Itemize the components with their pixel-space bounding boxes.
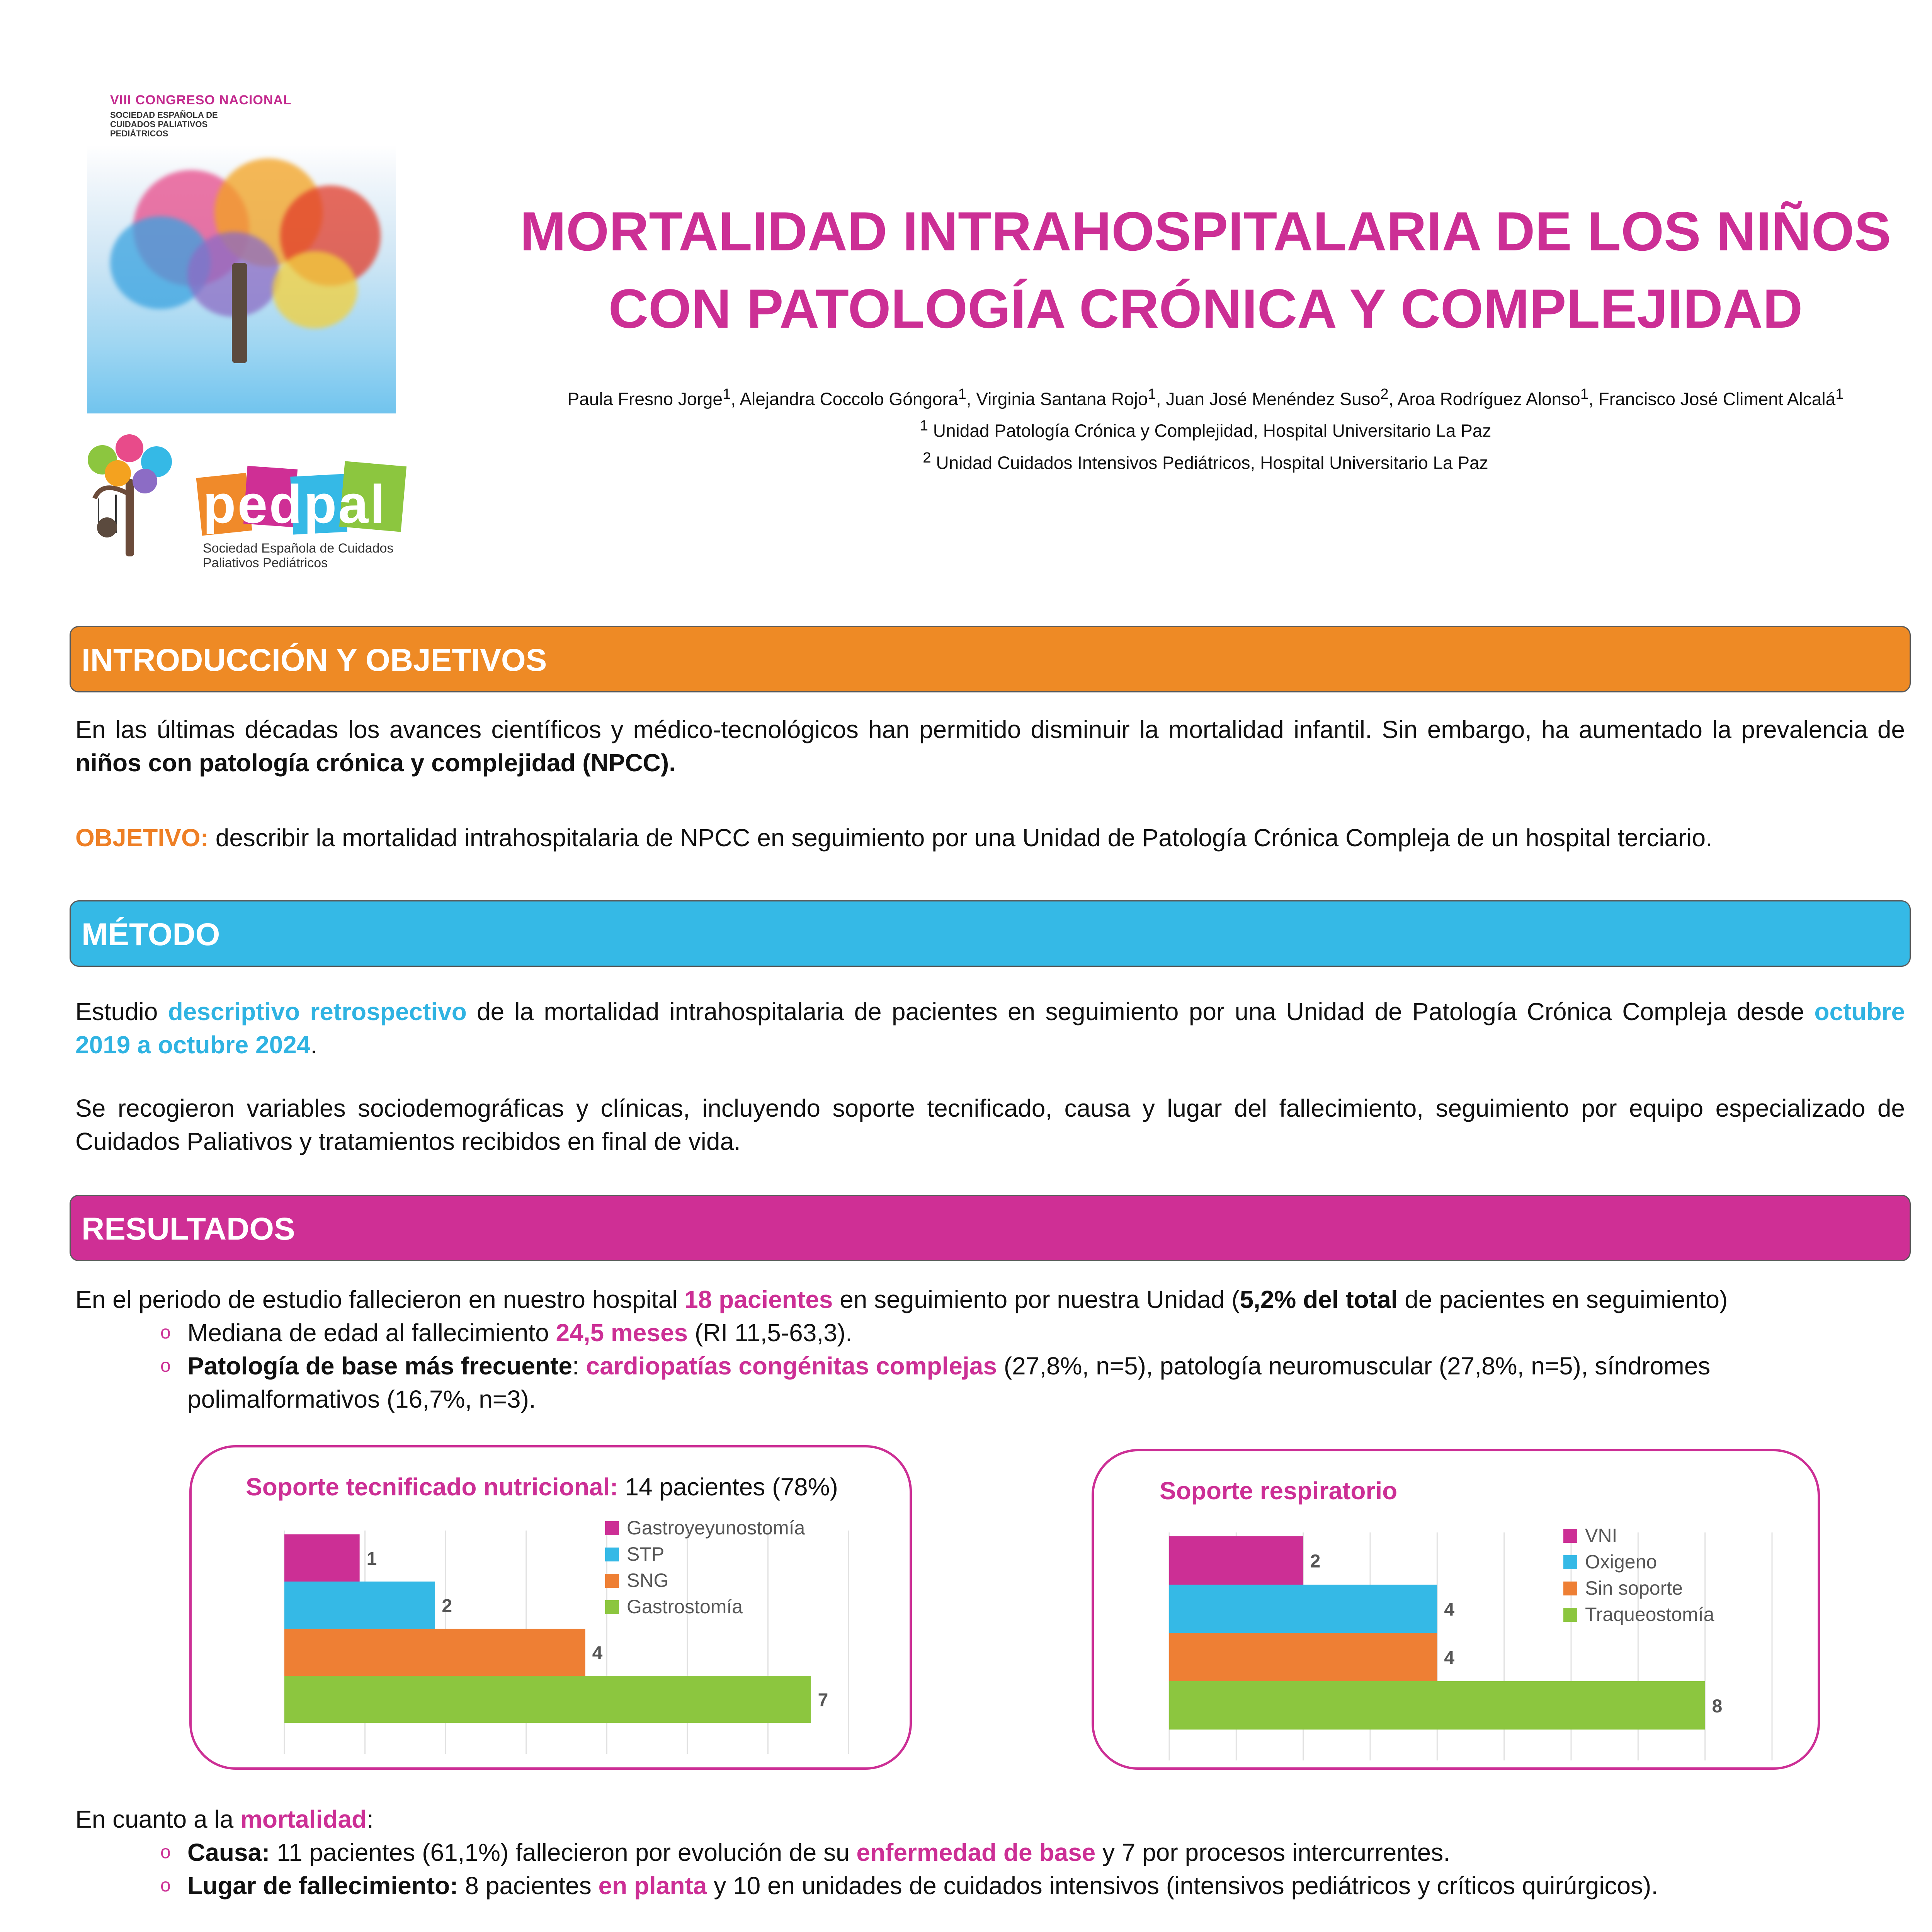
bar-vni [1169,1536,1303,1585]
title-line-1: MORTALIDAD INTRAHOSPITALARIA DE LOS NIÑOS [520,201,1891,262]
section-header-results [70,1195,1911,1261]
title-line-2: CON PATOLOGÍA CRÓNICA Y COMPLEJIDAD [608,278,1803,340]
bar-traqueostomía [1169,1681,1705,1730]
data-label: 4 [1444,1599,1455,1620]
tree-swing-logo [79,433,184,564]
data-label: 7 [818,1690,828,1711]
bar-sin-soporte [1169,1633,1437,1681]
author-sup: 1 [958,386,966,402]
poster-title [386,193,1932,348]
author: Juan José Menéndez Suso [1166,389,1381,409]
chart2-title: Soporte respiratorio [1160,1477,1398,1505]
bar-sng [284,1629,585,1676]
legend-label: Sin soporte [1585,1577,1683,1599]
mortality-bullet-place: o Lugar de fallecimiento: 8 pacientes en planta y 10 en unidades de cuidados intensivos (intensivos pediátricos y críticos quirúrgicos). [187,1869,1907,1902]
legend-label: Gastroyeyunostomía [627,1517,805,1539]
objective-paragraph: OBJETIVO: describir la mortalidad intrahospitalaria de NPCC en seguimiento por una Unidad de Patología Crónica Compleja de un hospital terciario. [75,824,1713,852]
section-title: INTRODUCCIÓN Y OBJETIVOS [82,643,547,678]
legend-label: SNG [627,1570,669,1591]
bar-stp [284,1582,435,1629]
chart1-svg [192,1447,910,1767]
chart-respiratory-support [1092,1449,1820,1770]
pedpal-logo [199,460,415,595]
pedpal-subtitle: Sociedad Española de Cuidados Paliativos Pediátricos [203,541,394,570]
mortality-intro: En cuanto a la mortalidad: [75,1805,374,1833]
congress-cover-image [87,70,396,413]
section-header-intro [70,626,1911,692]
affiliation-1: $^1$ Unidad Patología Crónica y Complejidad, Hospital Universitario La Paz [920,417,1492,441]
data-label: 4 [592,1643,603,1663]
data-label: 1 [366,1549,377,1569]
author: Aroa Rodríguez Alonso [1397,389,1580,409]
legend-swatch [1563,1555,1577,1569]
data-label: 2 [1310,1551,1321,1572]
chart1-title: Soporte tecnificado nutricional: 14 pacientes (78%) [246,1473,838,1501]
legend-label: Gastrostomía [627,1596,743,1617]
objective-label: OBJETIVO: [75,824,209,852]
intro-paragraph: En las últimas décadas los avances científicos y médico-tecnológicos han permitido disminuir la mortalidad infantil. Sin embargo, ha aumentado la prevalencia de niños con patología crónica y complejidad (NPCC). [75,716,1905,777]
legend-swatch [1563,1529,1577,1543]
section-title: MÉTODO [82,917,220,952]
data-label: 2 [442,1596,452,1616]
circle-bullet-icon: o [160,1875,171,1896]
cover-subtitle: SOCIEDAD ESPAÑOLA DE CUIDADOS PALIATIVOS PEDIÁTRICOS [110,110,218,138]
legend-swatch [1563,1608,1577,1622]
legend-label: Oxigeno [1585,1551,1657,1573]
data-label: 8 [1712,1696,1723,1717]
method-paragraph-1: Estudio descriptivo retrospectivo de la mortalidad intrahospitalaria de pacientes en seguimiento por una Unidad de Patología Crónica Compleja desde octubre 2019 a octubre 2024. [75,998,1905,1059]
method-paragraph-2: Se recogieron variables sociodemográficas y clínicas, incluyendo soporte tecnificado, causa y lugar del fallecimiento, seguimiento por equipo especializado de Cuidados Paliativos y tratamientos recibidos en final de vida. [75,1094,1905,1155]
legend-swatch [605,1574,619,1588]
results-intro: En el periodo de estudio fallecieron en nuestro hospital 18 pacientes en seguimiento por nuestra Unidad (5,2% del total de pacientes en seguimiento) [75,1286,1728,1313]
results-bullet-pathology: o Patología de base más frecuente: cardiopatías congénitas complejas (27,8%, n=5), patología neuromuscular (27,8%, n=5), síndromes polimalformativos (16,7%, n=3). [187,1349,1907,1416]
bar-gastroyeyunostomía [284,1534,360,1582]
author: Alejandra Coccolo Góngora [740,389,958,409]
legend-swatch [605,1548,619,1561]
chart-nutritional-support [189,1445,912,1770]
author-sup: 1 [1148,386,1156,402]
bar-oxigeno [1169,1585,1437,1633]
data-label: 4 [1444,1648,1455,1668]
legend-label: STP [627,1543,665,1565]
cover-title: VIII CONGRESO NACIONAL [110,93,292,107]
section-header-method [70,900,1911,967]
bar-gastrostomía [284,1676,811,1723]
circle-bullet-icon: o [160,1842,171,1862]
legend-swatch [1563,1582,1577,1595]
section-title: RESULTADOS [82,1211,295,1247]
chart2-svg [1094,1451,1818,1767]
authors-block [386,381,1932,476]
author: Francisco José Climent Alcalá [1598,389,1836,409]
author-sup: 1 [1580,386,1589,402]
author-sup: 1 [1835,386,1844,402]
legend-swatch [605,1600,619,1614]
author: Paula Fresno Jorge [567,389,723,409]
author-sup: 2 [1380,386,1389,402]
author-sup: 1 [722,386,731,402]
circle-bullet-icon: o [160,1355,171,1376]
pedpal-wordmark: pedpal [203,474,387,534]
legend-label: Traqueostomía [1585,1604,1714,1625]
legend-swatch [605,1521,619,1535]
author: Virginia Santana Rojo [976,389,1148,409]
mortality-bullet-cause: o Causa: 11 pacientes (61,1%) fallecieron por evolución de su enfermedad de base y 7 por procesos intercurrentes. [187,1836,1907,1869]
circle-bullet-icon: o [160,1322,171,1343]
results-bullet-age: o Mediana de edad al fallecimiento 24,5 meses (RI 11,5-63,3). [187,1316,1907,1349]
legend-label: VNI [1585,1525,1617,1546]
affiliation-2: $^2$ Unidad Cuidados Intensivos Pediátricos, Hospital Universitario La Paz [923,449,1488,473]
author-list: Paula Fresno Jorge$^1$, Alejandra Coccolo Góngora$^1$, Virginia Santana Rojo$^1$, Juan José Menéndez Suso$^2$, Aroa Rodríguez Alonso$^1$, Francisco José Climent Alcalá$^1$ [567,386,1844,409]
